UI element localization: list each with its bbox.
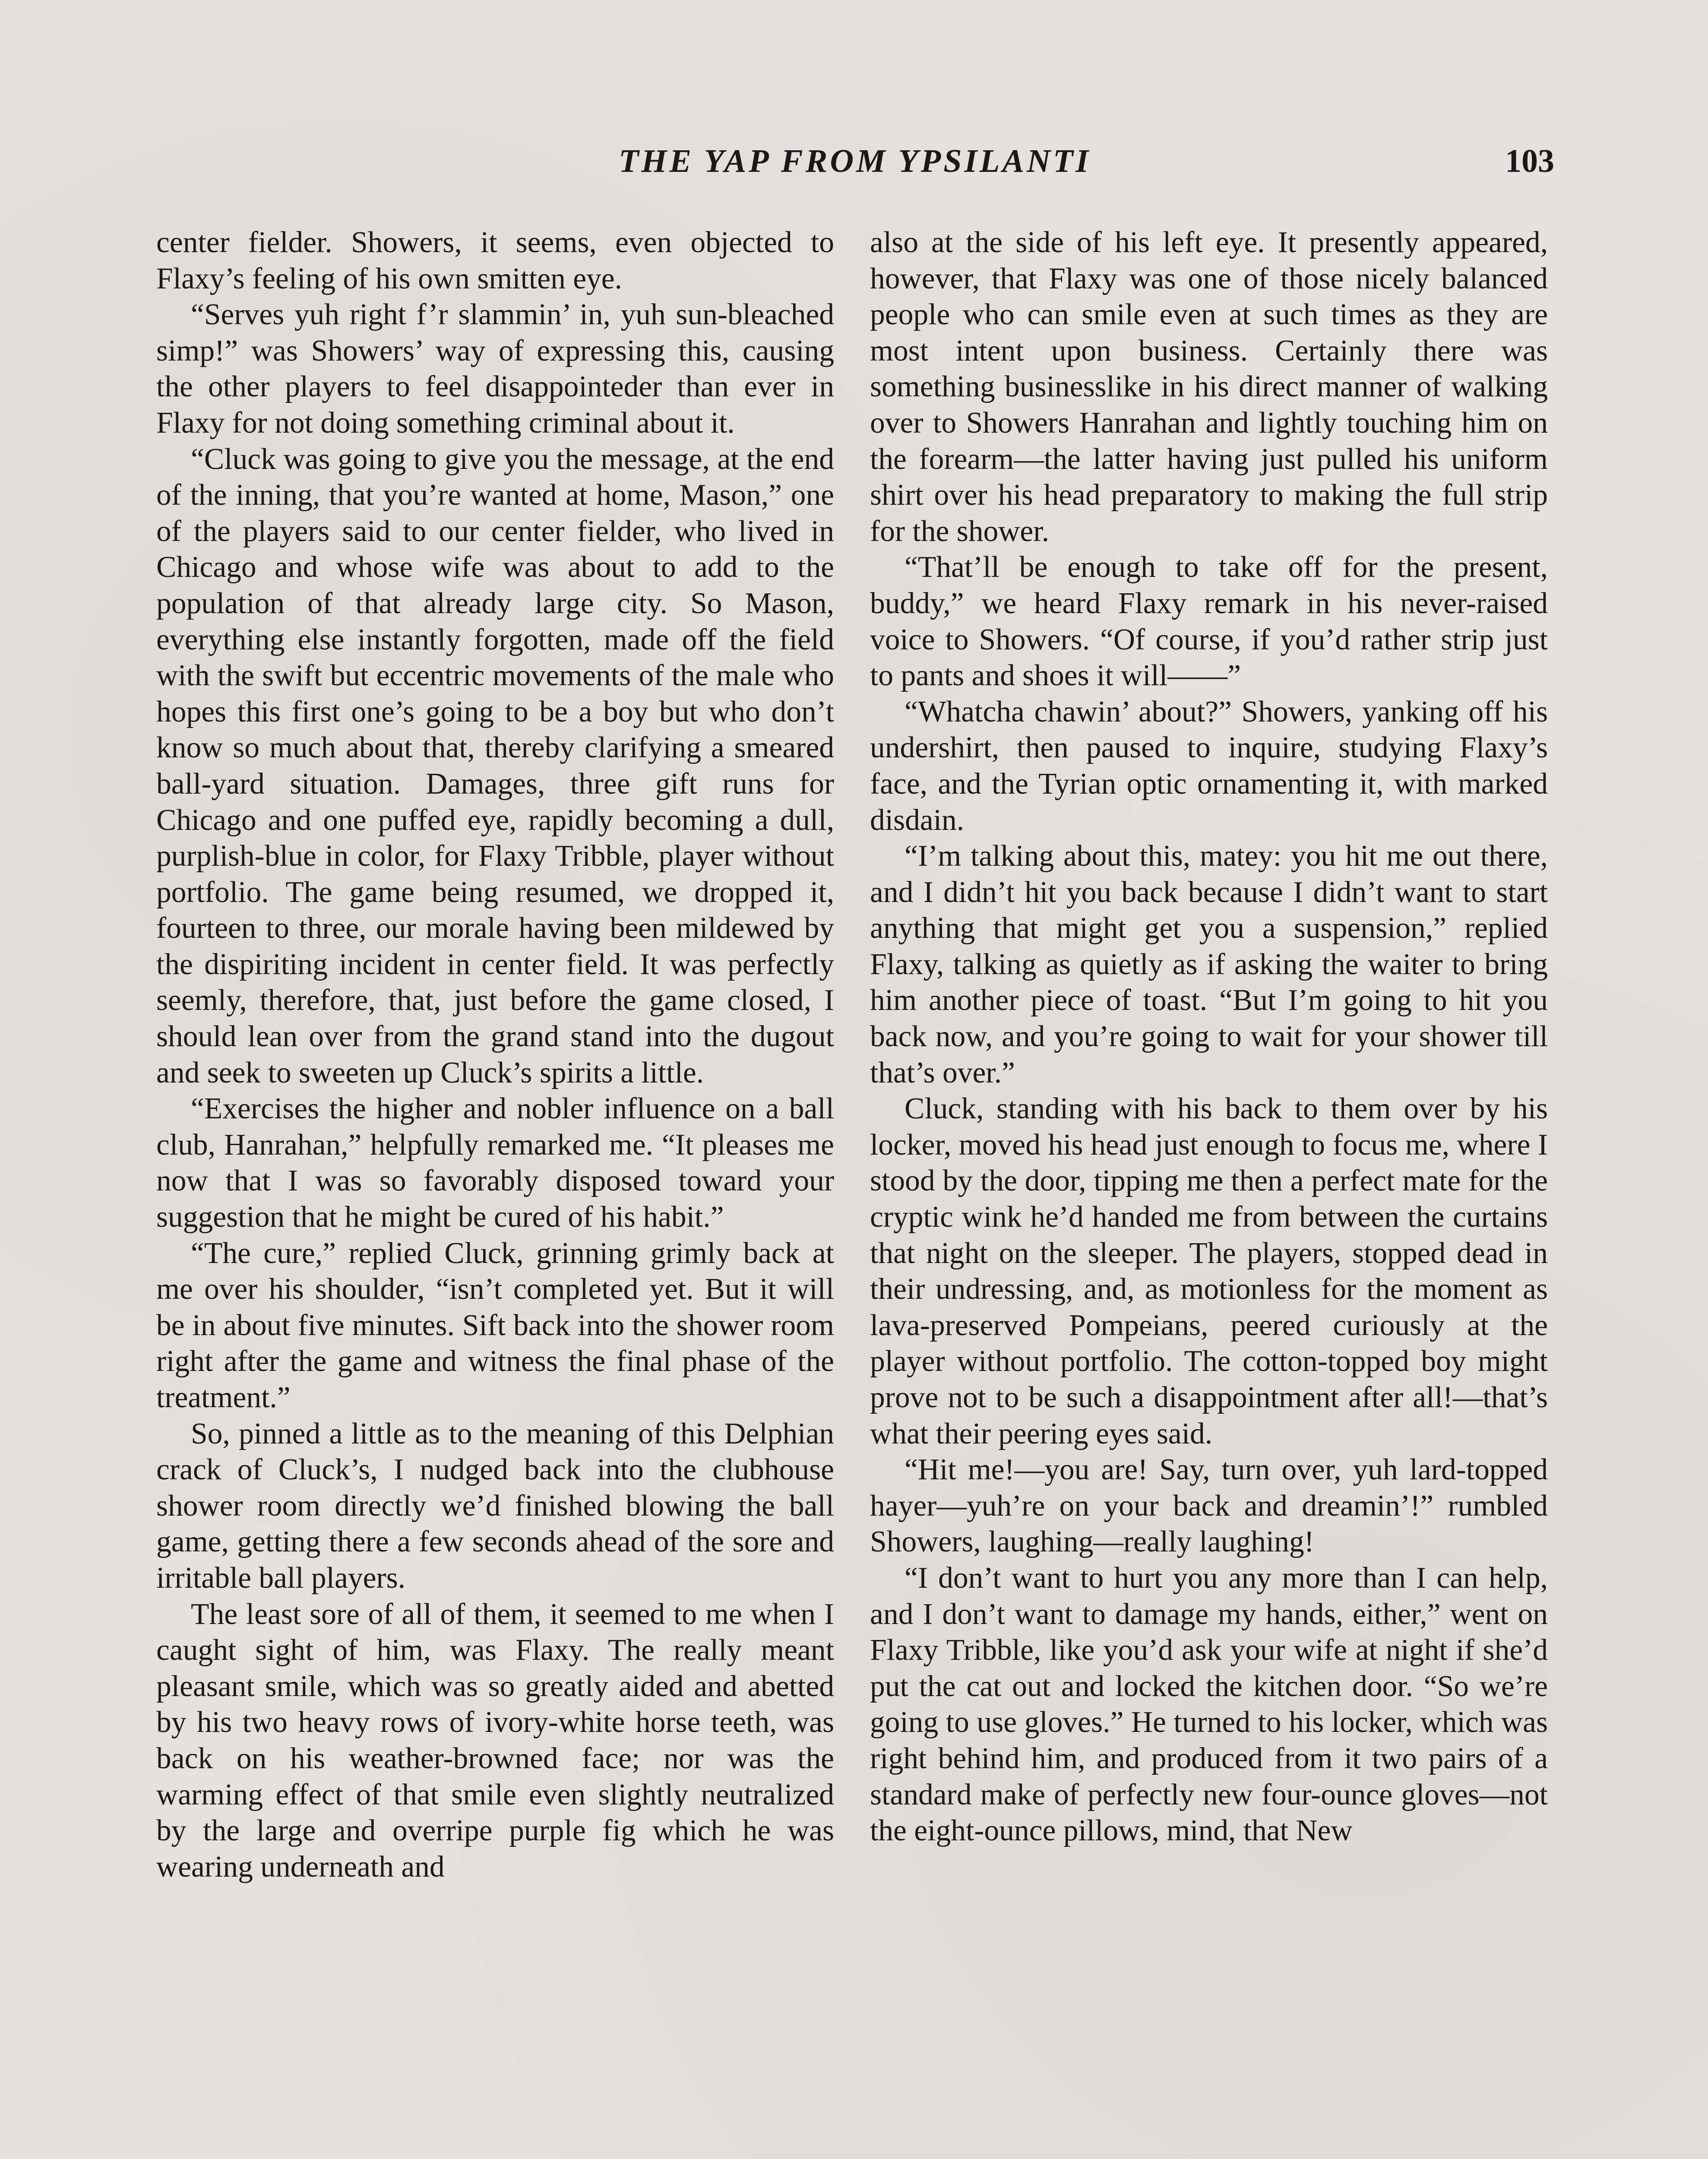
paragraph: “Hit me!—you are! Say, turn over, yuh lard-topped hayer—yuh’re on your back and dreamin’!” rumbled Showers, laughing—really laughing! xyxy=(870,1453,1548,1559)
right-text-column xyxy=(870,225,1548,1849)
paragraph: “I’m talking about this, matey: you hit me out there, and I didn’t hit you back because I didn’t want to start anything that might get you a suspension,” replied Flaxy, talking as quietly as if asking the waiter to bring him another piece of toast. “But I’m going to hit you back now, and you’re going to wait for your shower till that’s over.” xyxy=(870,839,1548,1089)
paragraph: “Cluck was going to give you the message, at the end of the inning, that you’re wanted at home, Mason,” one of the players said to our center fielder, who lived in Chicago and whose wife was about to add to the population of that already large city. So Mason, everything else instantly forgotten, made off the field with the swift but eccentric movements of the male who hopes this first one’s going to be a boy but who don’t know so much about that, thereby clarifying a smeared ball-yard situation. Damages, three gift runs for Chicago and one puffed eye, rapidly becoming a dull, purplish-blue in color, for Flaxy Tribble, player without portfolio. The game being resumed, we dropped it, fourteen to three, our morale having been mildewed by the dispiriting incident in center field. It was perfectly seemly, therefore, that, just before the game closed, I should lean over from the grand stand into the dugout and seek to sweeten up Cluck’s spirits a little. xyxy=(156,442,834,1089)
paragraph: So, pinned a little as to the meaning of this Delphian crack of Cluck’s, I nudged back into the clubhouse shower room directly we’d finished blowing the ball game, getting there a few seconds ahead of the sore and irritable ball players. xyxy=(156,1417,834,1595)
paragraph: also at the side of his left eye. It presently appeared, however, that Flaxy was one of those nicely balanced people who can smile even at such times as they are most intent upon business. Certainly there was something businesslike in his direct manner of walking over to Showers Hanrahan and lightly touching him on the forearm—the latter having just pulled his uniform shirt over his head preparatory to making the full strip for the shower. xyxy=(870,226,1548,548)
paragraph: “I don’t want to hurt you any more than I can help, and I don’t want to damage my hands, either,” went on Flaxy Tribble, like you’d ask your wife at night if she’d put the cat out and locked the kitchen door. “So we’re going to use gloves.” He turned to his locker, which was right behind him, and produced from it two pairs of a standard make of perfectly new four-ounce gloves—not the eight-ounce pillows, mind, that New xyxy=(870,1561,1548,1848)
page-header xyxy=(155,142,1554,190)
paragraph: center fielder. Showers, it seems, even objected to Flaxy’s feeling of his own smitten eye. xyxy=(156,226,834,295)
paragraph: “The cure,” replied Cluck, grinning grimly back at me over his shoulder, “isn’t completed yet. But it will be in about five minutes. Sift back into the shower room right after the game and witness the final phase of the treatment.” xyxy=(156,1236,834,1414)
running-title: THE YAP FROM YPSILANTI xyxy=(618,143,1091,179)
left-text-column xyxy=(156,225,834,1885)
paragraph: The least sore of all of them, it seemed to me when I caught sight of him, was Flaxy. The really meant pleasant smile, which was so greatly aided and abetted by his two heavy rows of ivory-white horse teeth, was back on his weather-browned face; nor was the warming effect of that smile even slightly neutralized by the large and overripe purple fig which he was wearing underneath and xyxy=(156,1597,834,1884)
paragraph: “Whatcha chawin’ about?” Showers, yanking off his undershirt, then paused to inquire, studying Flaxy’s face, and the Tyrian optic ornamenting it, with marked disdain. xyxy=(870,695,1548,837)
paragraph: “Serves yuh right f’r slammin’ in, yuh sun-bleached simp!” was Showers’ way of expressing this, causing the other players to feel disappointeder than ever in Flaxy for not doing something criminal about it. xyxy=(156,298,834,440)
paragraph: “That’ll be enough to take off for the present, buddy,” we heard Flaxy remark in his never-raised voice to Showers. “Of course, if you’d rather strip just to pants and shoes it will——” xyxy=(870,551,1548,693)
paragraph: Cluck, standing with his back to them over by his locker, moved his head just enough to focus me, where I stood by the door, tipping me then a perfect mate for the cryptic wink he’d handed me from between the curtains that night on the sleeper. The players, stopped dead in their undressing, and, as motionless for the moment as lava-preserved Pompeians, peered curiously at the player without portfolio. The cotton-topped boy might prove not to be such a disappointment after all!—that’s what their peering eyes said. xyxy=(870,1092,1548,1450)
paragraph: “Exercises the higher and nobler influence on a ball club, Hanrahan,” helpfully remarked me. “It pleases me now that I was so favorably disposed toward your suggestion that he might be cured of his habit.” xyxy=(156,1092,834,1234)
page-number: 103 xyxy=(1505,143,1554,179)
